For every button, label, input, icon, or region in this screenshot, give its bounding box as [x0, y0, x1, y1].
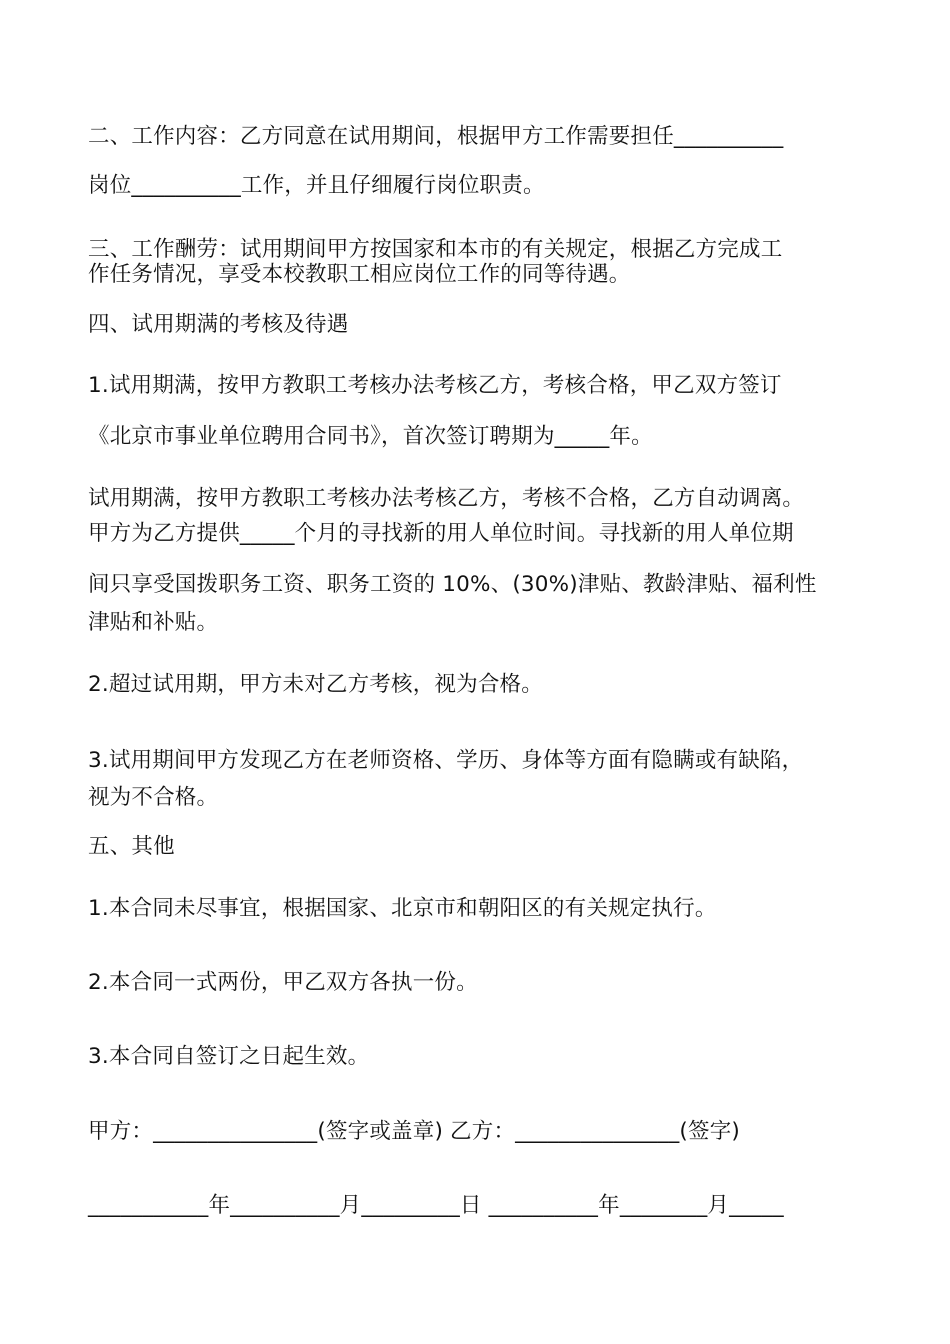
item-4-3-line-2: 视为不合格。	[88, 785, 219, 810]
item-4-2: 2.超过试用期，甲方未对乙方考核，视为合格。	[88, 672, 543, 697]
clause-2-line-2: 岗位__________工作，并且仔细履行岗位职责。	[88, 173, 545, 198]
clause-3-line-1: 三、工作酬劳：试用期间甲方按国家和本市的有关规定，根据乙方完成工	[88, 237, 783, 262]
item-4-1-line-1: 1.试用期满，按甲方教职工考核办法考核乙方，考核合格，甲乙双方签订	[88, 373, 782, 398]
item-5-3: 3.本合同自签订之日起生效。	[88, 1044, 370, 1069]
clause-2-line-1: 二、工作内容：乙方同意在试用期间，根据甲方工作需要担任__________	[88, 124, 784, 149]
clause-3-line-2: 作任务情况，享受本校教职工相应岗位工作的同等待遇。	[88, 262, 631, 287]
paragraph-line: 甲方为乙方提供_____个月的寻找新的用人单位时间。寻找新的用人单位期	[88, 521, 794, 546]
item-5-2: 2.本合同一式两份，甲乙双方各执一份。	[88, 970, 478, 995]
date-line: ___________年__________月_________日 __________年________月_____	[88, 1193, 784, 1218]
paragraph-line: 试用期满，按甲方教职工考核办法考核乙方，考核不合格，乙方自动调离。	[88, 486, 805, 511]
paragraph-line: 津贴和补贴。	[88, 610, 219, 635]
section-4-heading: 四、试用期满的考核及待遇	[88, 312, 349, 337]
item-5-1: 1.本合同未尽事宜，根据国家、北京市和朝阳区的有关规定执行。	[88, 896, 717, 921]
signature-line: 甲方：_______________(签字或盖章) 乙方：_______________(签字)	[88, 1119, 740, 1144]
paragraph-line: 间只享受国拨职务工资、职务工资的 10%、(30%)津贴、教龄津贴、福利性	[88, 572, 817, 597]
section-5-heading: 五、其他	[88, 834, 175, 859]
item-4-3-line-1: 3.试用期间甲方发现乙方在老师资格、学历、身体等方面有隐瞒或有缺陷，	[88, 748, 804, 773]
item-4-1-line-2: 《北京市事业单位聘用合同书》，首次签订聘期为_____年。	[88, 424, 653, 449]
